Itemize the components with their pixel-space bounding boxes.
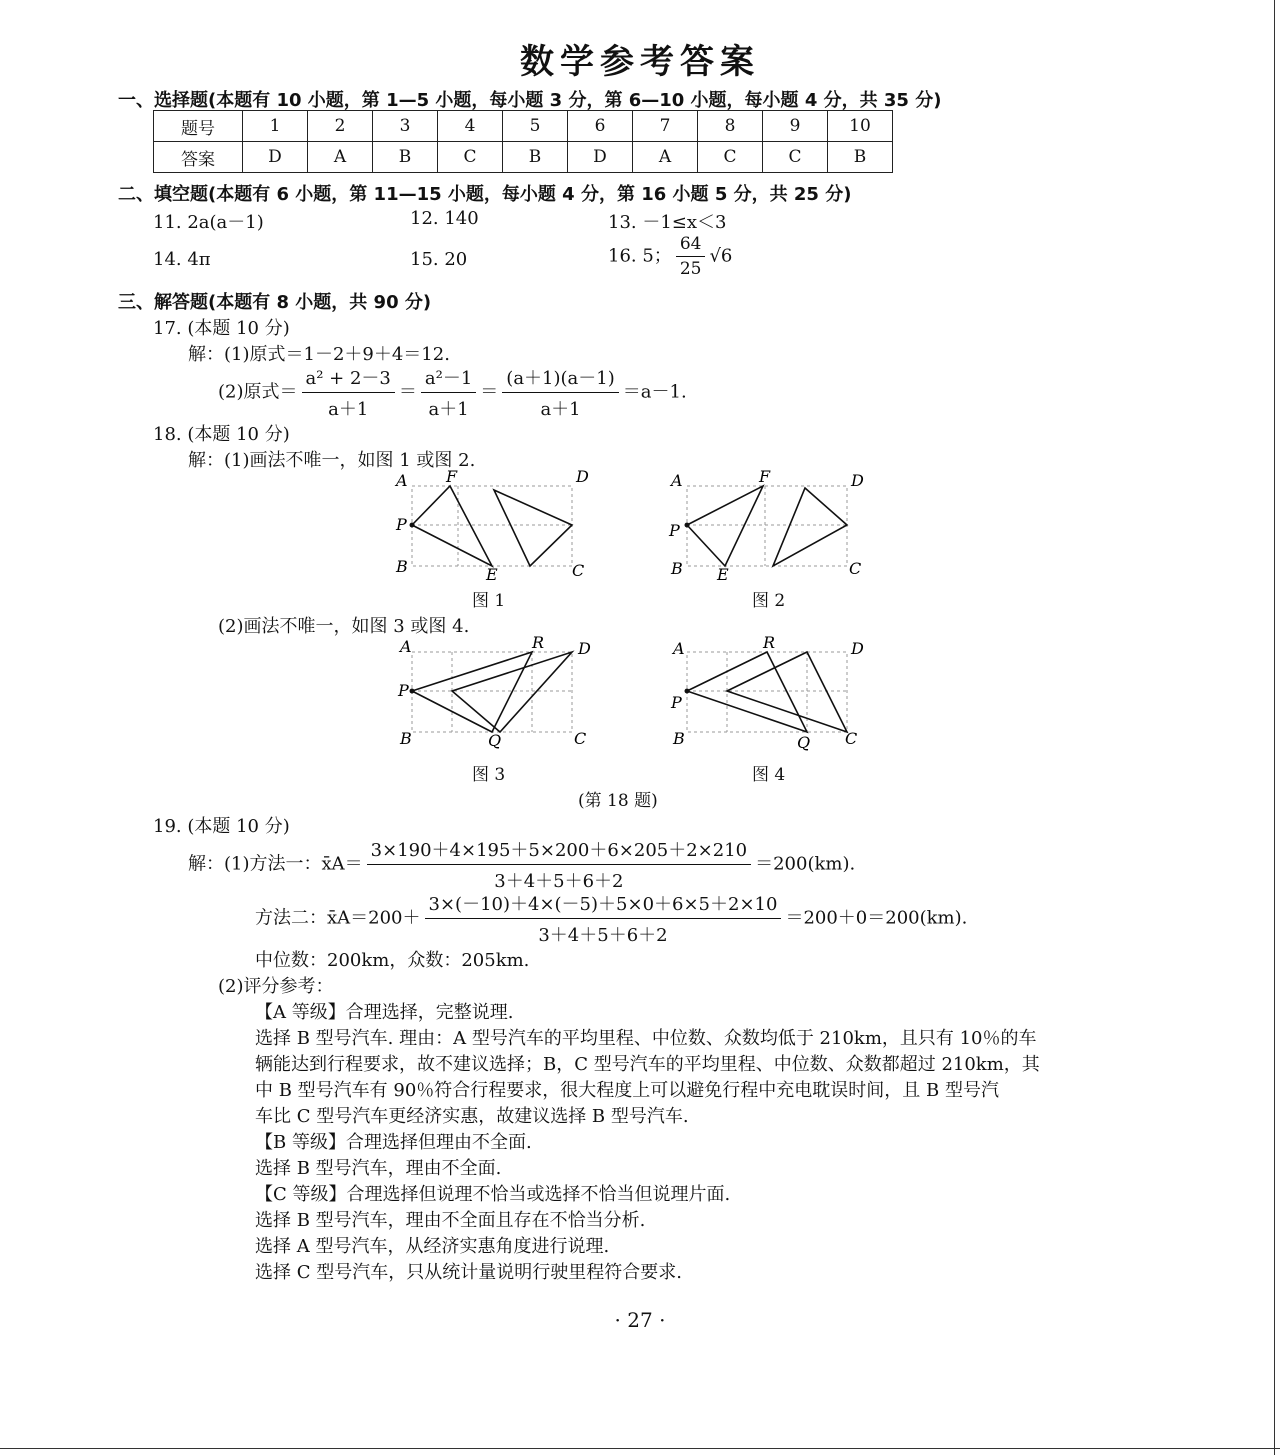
q19-heading: 19. (本题 10 分) bbox=[153, 816, 290, 837]
label-a: A bbox=[396, 471, 408, 490]
figure-2 bbox=[665, 464, 875, 588]
answer-cell: C bbox=[698, 142, 763, 173]
answer-cell: A bbox=[308, 142, 373, 173]
question-number: 4 bbox=[438, 111, 503, 142]
label-b: B bbox=[400, 729, 412, 748]
answer-16-denominator: 25 bbox=[679, 259, 702, 279]
answer-16-root: √6 bbox=[709, 245, 733, 267]
answer-11: 11. 2a(a－1) bbox=[153, 212, 264, 233]
label-c: C bbox=[574, 729, 587, 748]
label-a: A bbox=[671, 471, 683, 490]
question-number: 10 bbox=[828, 111, 893, 142]
figure-4 bbox=[665, 630, 875, 759]
question-number: 2 bbox=[308, 111, 373, 142]
answer-cell: B bbox=[828, 142, 893, 173]
question-number: 1 bbox=[243, 111, 308, 142]
label-d: D bbox=[851, 639, 864, 658]
q17-part2 bbox=[218, 364, 687, 421]
q19-line: 选择 B 型号汽车，理由不全面且存在不恰当分析. bbox=[255, 1210, 646, 1231]
answer-13: 13. －1≤x＜3 bbox=[608, 212, 727, 233]
label-p: P bbox=[396, 515, 407, 534]
q19-line: 车比 C 型号汽车更经济实惠，故建议选择 B 型号汽车. bbox=[255, 1106, 689, 1127]
figure-2-caption: 图 2 bbox=[752, 591, 786, 611]
q19-method1-numerator: 3×190＋4×195＋5×200＋6×205＋2×210 bbox=[367, 836, 751, 865]
q19-line: 选择 B 型号汽车，理由不全面. bbox=[255, 1158, 502, 1179]
q19-line: 【A 等级】合理选择，完整说理. bbox=[255, 1002, 514, 1023]
label-b: B bbox=[396, 557, 408, 576]
q19-line: 中 B 型号汽车有 90％符合行程要求，很大程度上可以避免行程中充电耽误时间，且 B 型号汽 bbox=[255, 1080, 999, 1101]
label-f: F bbox=[446, 467, 458, 486]
section3-heading: 三、解答题(本题有 8 小题，共 90 分) bbox=[118, 292, 432, 313]
page-border-right bbox=[1274, 0, 1275, 1455]
q19-line: 辆能达到行程要求，故不建议选择；B，C 型号汽车的平均里程、中位数、众数都超过 210km，其 bbox=[255, 1054, 1040, 1075]
q17-fraction3-numerator: (a＋1)(a－1) bbox=[502, 364, 618, 393]
q17-part2-label: (2)原式＝ bbox=[218, 381, 298, 403]
answer-15: 15. 20 bbox=[410, 249, 468, 270]
q19-method2-denominator: 3＋4＋5＋6＋2 bbox=[538, 925, 668, 946]
label-b: B bbox=[671, 559, 683, 578]
q18-part1: 解：(1)画法不唯一，如图 1 或图 2. bbox=[188, 450, 476, 471]
label-e: E bbox=[717, 565, 729, 584]
answer-cell: B bbox=[503, 142, 568, 173]
answer-cell: C bbox=[438, 142, 503, 173]
label-q: Q bbox=[797, 733, 811, 752]
label-d: D bbox=[576, 467, 589, 486]
answer-16-prefix: 16. 5； bbox=[608, 245, 672, 267]
label-p: P bbox=[669, 521, 680, 540]
page-number: · 27 · bbox=[614, 1308, 666, 1332]
question-number: 5 bbox=[503, 111, 568, 142]
q19-line: 【B 等级】合理选择但理由不全面. bbox=[255, 1132, 532, 1153]
label-d: D bbox=[851, 471, 864, 490]
figure-1 bbox=[390, 464, 600, 588]
table-row-answers bbox=[154, 142, 893, 173]
q17-fraction1-numerator: a² + 2－3 bbox=[302, 364, 395, 393]
label-b: B bbox=[673, 729, 685, 748]
question-number: 6 bbox=[568, 111, 633, 142]
page-title: 数学参考答案 bbox=[520, 42, 760, 82]
q19-method2-numerator: 3×(－10)＋4×(－5)＋5×0＋6×5＋2×10 bbox=[425, 890, 782, 919]
label-f: F bbox=[759, 467, 771, 486]
label-e: E bbox=[486, 565, 498, 584]
row-label-answers: 答案 bbox=[154, 142, 243, 173]
label-p: P bbox=[398, 681, 409, 700]
label-c: C bbox=[572, 561, 585, 580]
label-c: C bbox=[845, 729, 858, 748]
figure-3 bbox=[390, 630, 600, 759]
q17-fraction1-denominator: a＋1 bbox=[328, 399, 369, 420]
question-number: 3 bbox=[373, 111, 438, 142]
answer-cell: B bbox=[373, 142, 438, 173]
answer-16 bbox=[608, 234, 732, 279]
q19-method2-label: 方法二：x̄A＝200＋ bbox=[255, 907, 421, 929]
q19-method1 bbox=[188, 836, 855, 893]
q18-heading: 18. (本题 10 分) bbox=[153, 424, 290, 445]
answer-12: 12. 140 bbox=[410, 208, 479, 229]
q19-method1-result: ＝200(km). bbox=[755, 853, 856, 875]
answer-cell: A bbox=[633, 142, 698, 173]
q17-fraction2-denominator: a＋1 bbox=[428, 399, 469, 420]
q19-line: 选择 B 型号汽车. 理由：A 型号汽车的平均里程、中位数、众数均低于 210km，且只有 10％的车 bbox=[255, 1028, 1037, 1049]
figure-1-caption: 图 1 bbox=[472, 591, 506, 611]
q17-equals: ＝ bbox=[398, 381, 417, 403]
answer-cell: D bbox=[243, 142, 308, 173]
label-c: C bbox=[849, 559, 862, 578]
page-border-bottom bbox=[0, 1448, 1280, 1449]
answer-16-numerator: 64 bbox=[676, 234, 706, 257]
q18-caption: (第 18 题) bbox=[578, 791, 658, 811]
label-q: Q bbox=[488, 731, 502, 750]
q17-equals: ＝ bbox=[480, 381, 499, 403]
label-r: R bbox=[532, 633, 545, 652]
figure-3-caption: 图 3 bbox=[472, 765, 506, 785]
q18-part2: (2)画法不唯一，如图 3 或图 4. bbox=[218, 616, 470, 637]
label-a: A bbox=[400, 637, 412, 656]
q19-line: 选择 C 型号汽车，只从统计量说明行驶里程符合要求. bbox=[255, 1262, 682, 1283]
q17-heading: 17. (本题 10 分) bbox=[153, 318, 290, 339]
answer-cell: C bbox=[763, 142, 828, 173]
section1-heading: 一、选择题(本题有 10 小题，第 1—5 小题，每小题 3 分，第 6—10 小题，每小题 4 分，共 35 分) bbox=[118, 90, 942, 111]
label-p: P bbox=[671, 693, 682, 712]
question-number: 8 bbox=[698, 111, 763, 142]
answer-table bbox=[153, 110, 893, 173]
label-a: A bbox=[673, 639, 685, 658]
q17-result: ＝a－1. bbox=[622, 381, 687, 403]
q19-method2 bbox=[255, 890, 967, 947]
q19-method2-result: ＝200＋0＝200(km). bbox=[785, 907, 968, 929]
answer-14: 14. 4π bbox=[153, 249, 211, 270]
label-r: R bbox=[763, 633, 776, 652]
table-row-questions bbox=[154, 111, 893, 142]
question-number: 9 bbox=[763, 111, 828, 142]
figure-4-caption: 图 4 bbox=[752, 765, 786, 785]
q19-median: 中位数：200km，众数：205km. bbox=[255, 950, 530, 971]
q17-fraction3-denominator: a＋1 bbox=[540, 399, 581, 420]
row-label-questions: 题号 bbox=[154, 111, 243, 142]
q19-part2: (2)评分参考： bbox=[218, 976, 334, 997]
answer-cell: D bbox=[568, 142, 633, 173]
q19-line: 选择 A 型号汽车，从经济实惠角度进行说理. bbox=[255, 1236, 610, 1257]
q19-method1-label: 解：(1)方法一：x̄A＝ bbox=[188, 853, 363, 875]
question-number: 7 bbox=[633, 111, 698, 142]
q17-fraction2-numerator: a²－1 bbox=[421, 364, 476, 393]
q19-line: 【C 等级】合理选择但说理不恰当或选择不恰当但说理片面. bbox=[255, 1184, 731, 1205]
section2-heading: 二、填空题(本题有 6 小题，第 11—15 小题，每小题 4 分，第 16 小题 5 分，共 25 分) bbox=[118, 184, 852, 205]
q19-method1-denominator: 3＋4＋5＋6＋2 bbox=[494, 871, 624, 892]
q17-part1: 解：(1)原式＝1－2＋9＋4＝12. bbox=[188, 344, 450, 365]
label-d: D bbox=[578, 639, 591, 658]
